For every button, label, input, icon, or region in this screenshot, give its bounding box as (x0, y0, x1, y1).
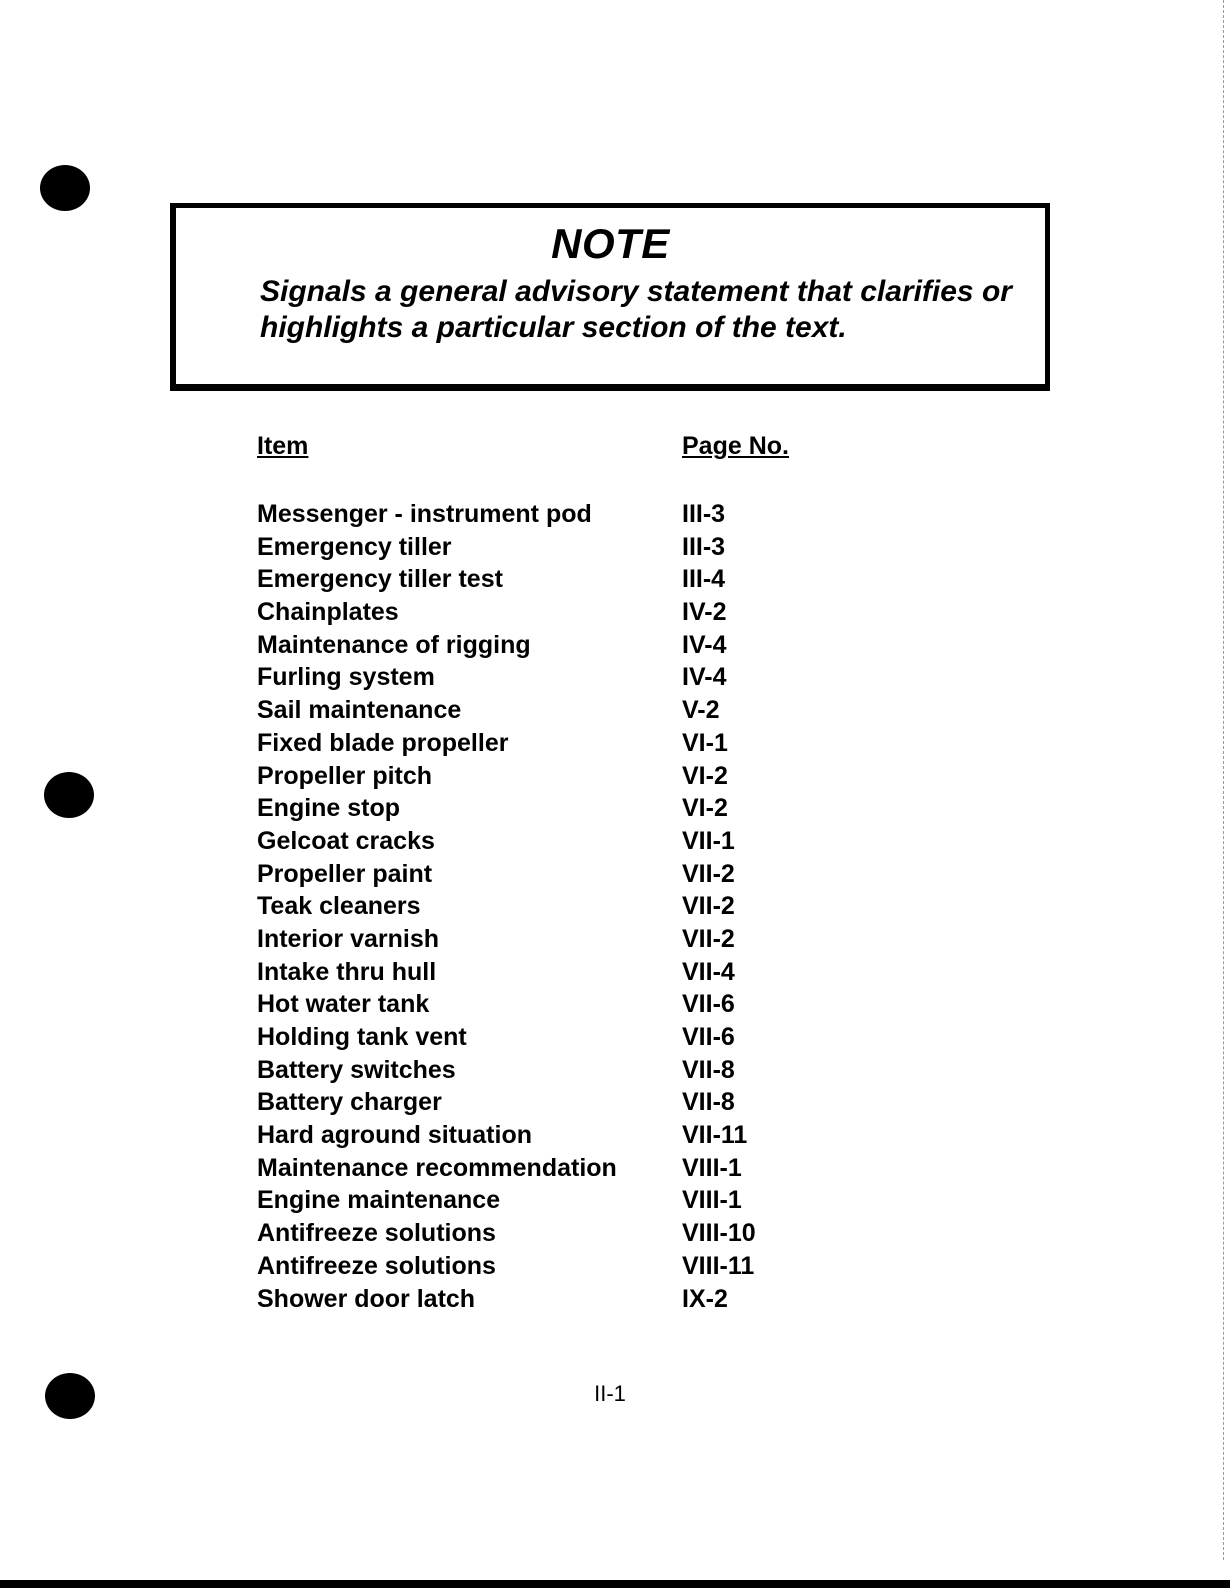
index-page-number: VII-11 (682, 1121, 748, 1150)
index-row (257, 531, 817, 564)
index-item-label: Fixed blade propeller (257, 728, 509, 757)
index-row (257, 1086, 817, 1119)
index-item-label: Battery charger (257, 1088, 442, 1117)
index-page-number: VI-1 (682, 728, 728, 757)
index-page-number: III-3 (682, 500, 726, 528)
index-item-label: Emergency tiller (257, 532, 452, 561)
index-row (257, 498, 817, 531)
index-row (257, 923, 817, 956)
index-page-number: III-3 (682, 532, 726, 561)
index-page-number: VIII-11 (682, 1251, 755, 1280)
index-item-label: Antifreeze solutions (257, 1251, 496, 1280)
index-row (257, 596, 817, 629)
index-item-label: Battery switches (257, 1055, 456, 1084)
index-item-label: Intake thru hull (257, 957, 437, 986)
index-item-label: Gelcoat cracks (257, 826, 435, 855)
index-row (257, 858, 817, 891)
page-column-header: Page No. (682, 432, 789, 460)
index-item-label: Hard aground situation (257, 1121, 532, 1150)
index-page-number: VII-4 (682, 957, 735, 986)
scan-edge-right (1223, 0, 1224, 1560)
scan-edge-bottom (0, 1580, 1230, 1588)
index-page-number: VII-1 (682, 826, 735, 855)
index-item-label: Propeller paint (257, 859, 433, 888)
index-page-number: VIII-1 (682, 1153, 742, 1182)
index-row (257, 661, 817, 694)
index-row (257, 629, 817, 662)
index-item-label: Shower door latch (257, 1284, 476, 1313)
binder-hole-middle (44, 772, 94, 818)
index-page-number: VII-6 (682, 1023, 735, 1051)
index-row (257, 1283, 817, 1316)
index-row (257, 1021, 817, 1054)
index-item-label: Engine maintenance (257, 1186, 501, 1215)
index-item-label: Holding tank vent (257, 1023, 467, 1051)
index-row (257, 694, 817, 727)
index-row (257, 956, 817, 989)
index-page-number: VII-8 (682, 1055, 735, 1084)
index-page-number: IX-2 (682, 1284, 728, 1313)
index-item-label: Sail maintenance (257, 696, 462, 725)
index-row (257, 825, 817, 858)
index-page-number: VIII-10 (682, 1219, 756, 1248)
index-row (257, 563, 817, 596)
index-page-number: VII-8 (682, 1088, 735, 1117)
index-row (257, 1217, 817, 1250)
index-page-number: IV-2 (682, 598, 727, 627)
index-row (257, 1250, 817, 1283)
index-item-label: Messenger - instrument pod (257, 500, 592, 528)
index-item-label: Propeller pitch (257, 761, 433, 790)
index-item-label: Hot water tank (257, 990, 430, 1019)
index-row (257, 1119, 817, 1152)
index-item-label: Engine stop (257, 794, 401, 823)
index-page-number: IV-4 (682, 630, 727, 659)
index-page-number: V-2 (682, 696, 720, 725)
note-title: NOTE (551, 220, 670, 267)
index-page-number: VII-2 (682, 859, 735, 888)
item-column-header: Item (257, 432, 309, 460)
index-item-label: Chainplates (257, 598, 399, 627)
index-item-label: Maintenance recommendation (257, 1153, 617, 1182)
index-item-label: Maintenance of rigging (257, 630, 531, 659)
index-row (257, 1184, 817, 1217)
index-row (257, 792, 817, 825)
index-page-number: VI-2 (682, 761, 728, 790)
index-item-label: Antifreeze solutions (257, 1219, 496, 1248)
index-list (257, 498, 817, 1315)
index-page-number: VIII-1 (682, 1186, 742, 1215)
index-page-number: VII-2 (682, 892, 735, 921)
note-box (170, 203, 1050, 391)
index-page-number: III-4 (682, 565, 726, 594)
index-row (257, 988, 817, 1021)
index-item-label: Teak cleaners (257, 892, 421, 921)
page-number: II-1 (594, 1381, 626, 1406)
index-item-label: Emergency tiller test (257, 565, 503, 594)
index-page-number: VI-2 (682, 794, 728, 823)
index-item-label: Furling system (257, 663, 435, 692)
index-row (257, 890, 817, 923)
index-page-number: VII-6 (682, 990, 735, 1019)
index-item-label: Interior varnish (257, 924, 439, 953)
index-page-number: IV-4 (682, 663, 727, 692)
index-page-number: VII-2 (682, 924, 735, 953)
index-row (257, 760, 817, 793)
index-row (257, 1152, 817, 1185)
index-row (257, 1054, 817, 1087)
index-row (257, 727, 817, 760)
note-text: Signals a general advisory statement that clarifies or highlights a particular section of the text. (260, 275, 1012, 344)
binder-hole-top (40, 165, 90, 211)
